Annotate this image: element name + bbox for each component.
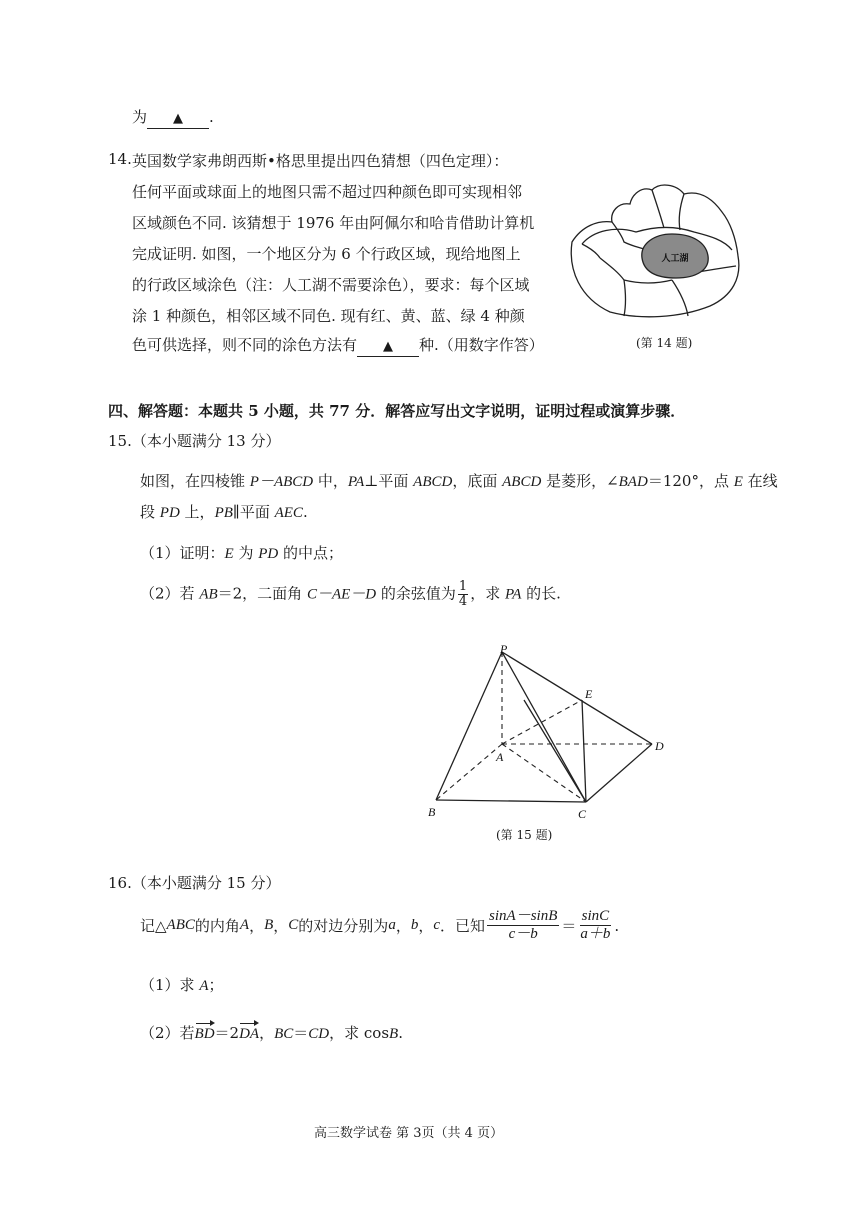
vertex-C: C: [578, 807, 587, 821]
q15-pyramid-figure: [420, 640, 680, 825]
q14-line-6: 涂 1 种颜色，相邻区域不同色. 现有红、黄、蓝、绿 4 种颜: [132, 307, 525, 325]
vector-BD: BD: [194, 1026, 215, 1042]
q15-part-2: （2）若 AB＝2，二面角 C－AE－D 的余弦值为 $\frac{1}{4}$ ，求 PA 的长.: [140, 579, 561, 609]
q14-line-2: 任何平面或球面上的地图只需不超过四种颜色即可实现相邻: [132, 183, 523, 201]
q16-statement: 记△ ABC 的内角 A ， B ， C 的对边分别为 a ， b ， c ．已知 $\frac{\sin A-\sin B}{c-b}$ ＝ $\frac{\sin C}{a+b}$ .: [140, 908, 620, 942]
answer-triangle-icon: ▲: [173, 111, 184, 126]
q15-figure-caption: (第 15 题): [496, 828, 553, 842]
edge-BC: [436, 800, 586, 802]
sin-difference-fraction: $\frac{\sin A-\sin B}{c-b}$: [489, 908, 558, 942]
q14-line-5: 的行政区域涂色（注：人工湖不需要涂色），要求：每个区域: [132, 276, 530, 294]
q13-answer-blank[interactable]: [147, 110, 209, 129]
q14-figure-caption: (第 14 题): [636, 336, 693, 350]
sinC-fraction: $\frac{\sin C}{a+b}$: [580, 908, 611, 942]
edge-PB: [436, 652, 502, 800]
q14-line-3: 区域颜色不同. 该猜想于 1976 年由阿佩尔和哈肯借助计算机: [132, 214, 535, 232]
answer-triangle-icon: ▲: [383, 339, 394, 354]
q14-answer-blank[interactable]: [357, 338, 419, 357]
map-divider-2: [652, 190, 664, 228]
edge-PC: [502, 652, 586, 802]
q14-map-figure: [560, 180, 750, 330]
edge-PC-inner: [524, 700, 586, 802]
edge-PD: [502, 652, 652, 744]
q14-number: 14.: [108, 150, 132, 168]
edge-AB: [436, 744, 502, 800]
edge-AC: [502, 744, 586, 802]
cosine-fraction: $\frac{1}{4}$: [458, 579, 468, 609]
map-divider-4: [600, 258, 626, 316]
vertex-P: P: [500, 642, 508, 656]
vertex-E: E: [585, 687, 593, 701]
edge-CD: [586, 744, 652, 802]
edge-AE: [502, 700, 582, 744]
map-divider-3: [679, 194, 684, 230]
q15-line-2: 段 PD 上，PB∥平面 AEC.: [140, 503, 308, 521]
q14-line-7: 色可供选择，则不同的涂色方法有 ▲ 种.（用数字作答）: [132, 334, 544, 357]
q14-line-4: 完成证明. 如图，一个地区分为 6 个行政区域，现给地图上: [132, 245, 521, 263]
map-divider-5: [624, 280, 672, 283]
q15-part-1: （1）证明：E 为 PD 的中点；: [140, 544, 344, 562]
vector-DA: DA: [239, 1026, 260, 1042]
vertex-A: A: [496, 750, 504, 764]
lake-label: 人工湖: [661, 253, 689, 263]
edge-EC: [582, 700, 586, 802]
map-divider-1: [612, 222, 648, 250]
vertex-D: D: [655, 739, 664, 753]
q14-line-1: 英国数学家弗朗西斯•格思里提出四色猜想（四色定理）：: [132, 152, 509, 170]
q16-header: 16.（本小题满分 15 分）: [108, 874, 281, 892]
vertex-B: B: [428, 805, 436, 819]
q15-header: 15.（本小题满分 13 分）: [108, 432, 281, 450]
map-divider-8: [582, 244, 600, 258]
section-4-title: 四、解答题：本题共 5 小题，共 77 分．解答应写出文字说明，证明过程或演算步骤．: [108, 402, 686, 420]
map-divider-6: [672, 280, 688, 316]
q16-part-2: （2）若BD＝2DA，BC＝CD，求 cosB.: [140, 1024, 403, 1042]
q13-answer-line: 为 ▲ .: [132, 106, 214, 129]
q15-line-1: 如图，在四棱锥 P－ABCD 中，PA⊥平面 ABCD，底面 ABCD 是菱形，∠BAD＝120°，点 E 在线: [140, 472, 778, 490]
page-footer: 高三数学试卷 第 3页（共 4 页）: [314, 1126, 504, 1141]
q16-part-1: （1）求 A；: [140, 976, 224, 994]
